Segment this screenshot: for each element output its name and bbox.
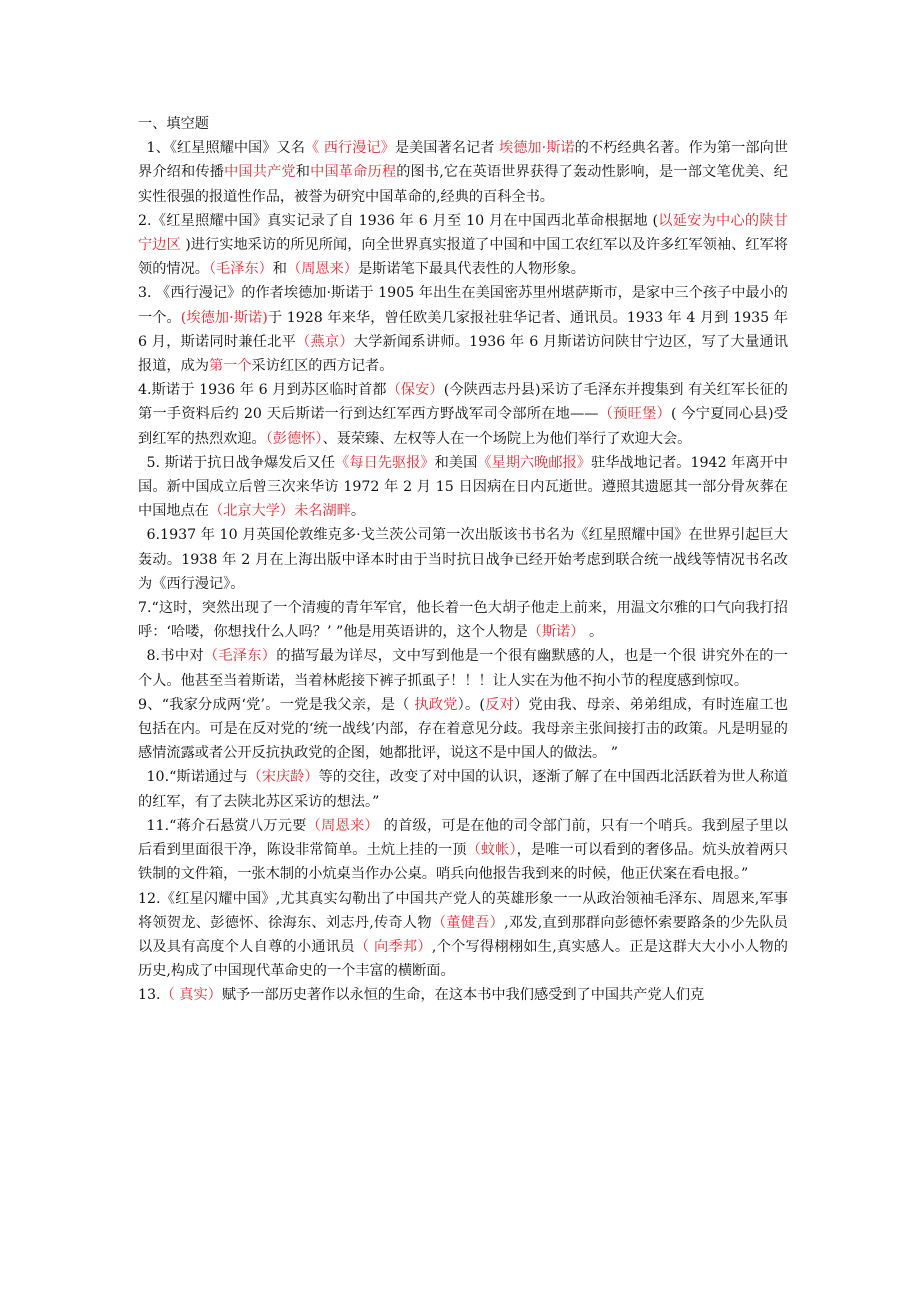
question-item-6 bbox=[138, 523, 788, 596]
question-text: 8.书中对 bbox=[146, 648, 204, 665]
question-text: )进行实地采访的所见所闻，向全世界真实报道了中国和中国工农红军以及许多红军领袖、红军将领的情况。 bbox=[138, 237, 788, 278]
question-item-9 bbox=[138, 693, 788, 766]
question-text: 12.《红星闪耀中国》,尤其真实勾勒出了中国共产党人的英雄形象一一从政治领袖毛泽东、周恩来,军事将领贺龙、彭德怀、徐海东、刘志丹,传奇人物 bbox=[138, 890, 788, 931]
question-text: 的首级，可是在他的司令部门前，只有一个哨兵。我到屋子里以后看到里面很干净，陈设非常简单。土炕上挂的一顶 bbox=[138, 817, 788, 859]
answer-text: （燕京） bbox=[296, 333, 354, 350]
answer-text: （宋庆龄） bbox=[247, 769, 319, 786]
question-text: 的图书,它在英语世界获得了轰动性影响，是一部文笔优美、纪实性很强的报道性作品，被誉为研究中国革命的,经典的百科全书。 bbox=[138, 164, 788, 205]
question-item-5 bbox=[138, 451, 788, 524]
question-text: 9、“我家分成两‘党’。一党是我父亲，是（ bbox=[138, 696, 415, 713]
answer-text: （北京大学）未名湖畔 bbox=[208, 503, 351, 520]
question-item-1 bbox=[138, 136, 788, 209]
question-text: 和 bbox=[272, 261, 287, 278]
question-text: 赋予一部历史著作以永恒的生命，在这本书中我们感受到了中国共产党人们克 bbox=[221, 987, 705, 1004]
answer-text: （周恩来） bbox=[287, 261, 358, 278]
question-text: 2.《红星照耀中国》真实记录了自 1936 年 6 月至 10 月在中国西北革命根据地 ( bbox=[138, 212, 659, 229]
question-item-3 bbox=[138, 281, 788, 378]
answer-text: 埃德加·斯诺 bbox=[498, 140, 575, 157]
answer-text: (埃德加·斯诺) bbox=[180, 309, 268, 326]
answer-text: 《星期六晚邮报》 bbox=[477, 454, 591, 471]
question-text: 3. 《西行漫记》的作者埃德加·斯诺于 1905 年出生在美国密苏里州堪萨斯市，是家中三个孩子中最小的一个。 bbox=[138, 285, 788, 326]
question-text: ( 今宁夏同心县)受到红军的热烈欢迎。 bbox=[138, 406, 788, 447]
question-item-11 bbox=[138, 814, 788, 887]
question-text: 、聂荣臻、左权等人在一个场院上为他们举行了欢迎大会。 bbox=[322, 430, 692, 447]
answer-text: （ 真实） bbox=[160, 987, 222, 1004]
question-text: 。 bbox=[584, 624, 604, 641]
answer-text: 以延安为中心的陕甘宁边区 bbox=[138, 212, 788, 254]
question-text: 6.1937 年 10 月英国伦敦维克多·戈兰茨公司第一次出版该书书名为《红星照耀中国》在世界引起巨大轰动。1938 年 2 月在上海出版中译本时由于当时抗日战争已经开始考虑到联合统一战线等情况书名改为《西行漫记》。 bbox=[138, 527, 788, 592]
answer-text: 反对 bbox=[484, 696, 515, 713]
question-item-13 bbox=[138, 983, 788, 1007]
question-text: 等的交往，改变了对中国的认识，逐渐了解了在中国西北活跃着为世人称道的红军，有了去陕北苏区采访的想法。” bbox=[138, 769, 788, 810]
answer-text: 中国共产党 bbox=[224, 164, 296, 181]
question-item-8 bbox=[138, 644, 788, 692]
question-text: 4.斯诺于 1936 年 6 月到苏区临时首都 bbox=[138, 382, 387, 399]
answer-text: （彭德怀） bbox=[265, 430, 323, 447]
answer-text: 《每日先驱报》 bbox=[335, 454, 435, 471]
question-item-2 bbox=[138, 209, 788, 282]
question-text: 大学新闻系讲师。1936 年 6 月斯诺访问陕甘宁边区，写了大量通讯报道，成为 bbox=[138, 333, 788, 375]
answer-text: 执政党 bbox=[414, 696, 458, 713]
question-text: ，是唯一可以看到的奢侈品。炕头放着两只铁制的文件箱，一张木制的小炕桌当作办公桌。哨兵向他报告我到来的时候，他正伏案在看电报。” bbox=[138, 842, 788, 883]
answer-text: 第一个 bbox=[208, 358, 252, 375]
answer-text: （预旺堡） bbox=[598, 406, 671, 423]
question-text: ）。( bbox=[457, 696, 485, 713]
answer-text: （保安） bbox=[386, 382, 444, 399]
question-text: ,邓发,直到那群向彭德怀索要路条的少先队员以及具有高度个人自尊的小通讯员 bbox=[138, 914, 788, 955]
answer-text: （毛泽东） bbox=[208, 261, 273, 278]
question-text: 驻华战地记者。1942 年离开中国。新中国成立后曾三次来华访 1972 年 2 月 15 日因病在日内瓦逝世。遵照其遗愿其一部分骨灰葬在中国地点在 bbox=[138, 454, 788, 520]
answer-text: （毛泽东） bbox=[203, 648, 277, 665]
answer-text: （蚊帐） bbox=[466, 842, 517, 859]
question-item-4 bbox=[138, 378, 788, 451]
answer-text: 《 西行漫记》 bbox=[304, 140, 395, 157]
question-text: 的描写最为详尽，文中写到他是一个很有幽默感的人，也是一个很 讲究外在的一个人。他甚至当着斯诺，当着林彪接下裤子抓虱子！！！让人实在为他不拘小节的程度感到惊叹。 bbox=[138, 648, 788, 689]
answer-text: （ 向季邦） bbox=[354, 938, 432, 955]
question-text: 和美国 bbox=[434, 454, 478, 471]
question-text: ）党由我、母亲、弟弟组成，有时连雇工也包括在内。可是在反对党的‘统一战线’内部，存在着意见分歧。我母亲主张间接打击的政策。凡是明显的感情流露或者公开反抗执政党的企图，她都批评，说这不是中国人的做法。 ” bbox=[138, 696, 788, 762]
question-text: 7.“这时，突然出现了一个清瘦的青年军官，他长着一色大胡子他走上前来，用温文尔雅的口气向我打招呼：‘哈喽，你想找什么人吗？’ ”他是用英语讲的，这个人物是 bbox=[138, 600, 788, 641]
question-text: 的不朽经典名著。作为第一部向世界介绍和传播 bbox=[138, 140, 788, 181]
question-list bbox=[138, 136, 788, 1007]
question-text: 5. 斯诺于抗日战争爆发后又任 bbox=[146, 454, 336, 471]
question-text: 10.“斯诺通过与 bbox=[146, 769, 248, 786]
question-text: 。 bbox=[350, 503, 366, 520]
answer-text: 中国革命历程 bbox=[310, 164, 397, 181]
answer-text: （董健吾） bbox=[431, 914, 505, 931]
question-text: 采访红区的西方记者。 bbox=[251, 358, 394, 375]
question-text: 于 1928 年来华，曾任欧美几家报社驻华记者、通讯员。1933 年 4 月到 1935 年 6 月，斯诺同时兼任北平 bbox=[138, 309, 788, 350]
question-text: 1、《红星照耀中国》又名 bbox=[146, 140, 305, 157]
question-text: (今陕西志丹县)采访了毛泽东并搜集到 有关红军长征的第一手资料后约 20 天后斯诺一行到达红军西方野战军司令部所在地—— bbox=[138, 382, 788, 423]
question-text: 13. bbox=[138, 987, 161, 1004]
question-text: 和 bbox=[295, 164, 311, 181]
question-item-10 bbox=[138, 765, 788, 813]
question-text: 11.“蒋介石悬赏八万元要 bbox=[146, 817, 307, 834]
question-text: ,个个写得栩栩如生,真实感人。正是这群大大小小人物的历史,构成了中国现代革命史的一个丰富的横断面。 bbox=[138, 938, 788, 980]
question-text: 是斯诺笔下最具代表性的人物形象。 bbox=[357, 261, 585, 278]
question-item-7 bbox=[138, 596, 788, 644]
document-body bbox=[138, 112, 788, 1008]
answer-text: （斯诺） bbox=[527, 624, 585, 641]
answer-text: （周恩来） bbox=[306, 817, 379, 834]
question-item-12 bbox=[138, 887, 788, 984]
section-title: 一、填空题 bbox=[138, 116, 209, 132]
question-text: 是美国著名记者 bbox=[394, 140, 499, 157]
